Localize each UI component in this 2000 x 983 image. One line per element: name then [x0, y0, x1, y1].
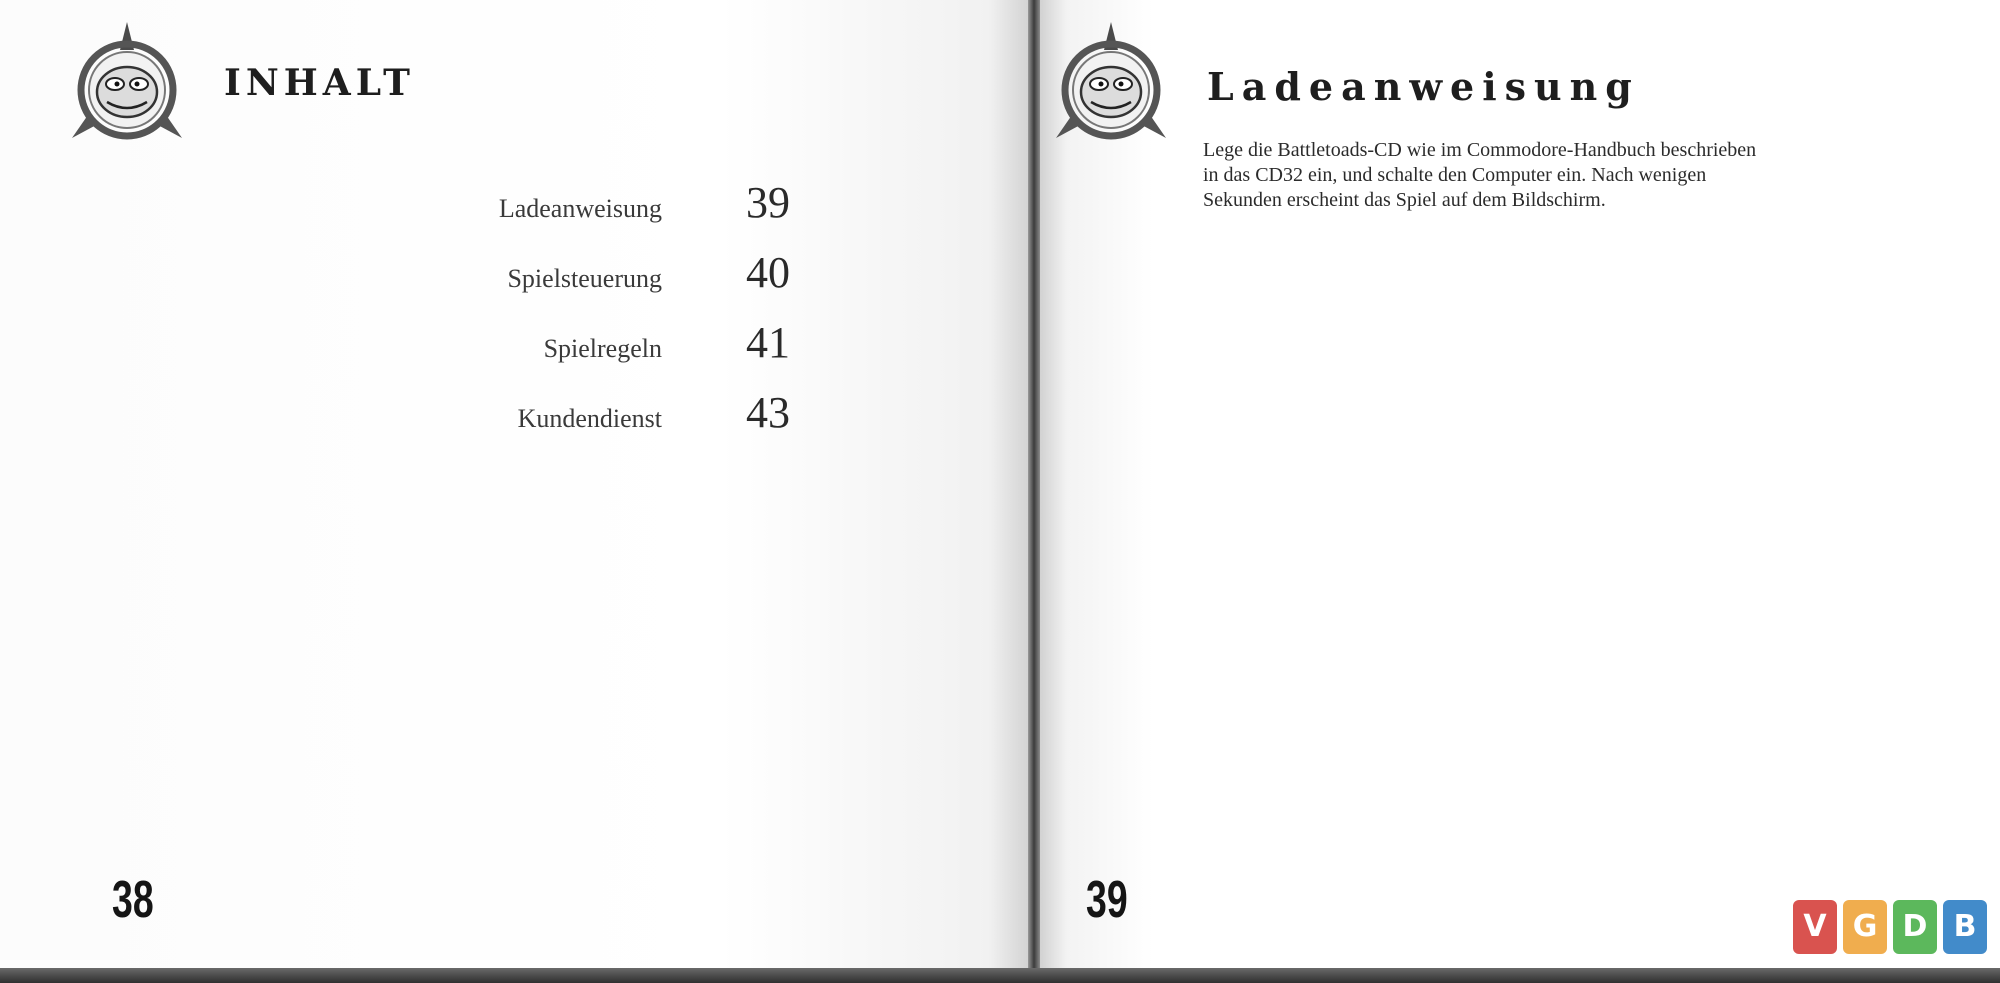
toc-entry [380, 380, 800, 440]
watermark-letter: D [1893, 900, 1937, 954]
toc-entry [380, 310, 800, 370]
page-number: 38 [112, 871, 154, 929]
toc-entry-label: Kundendienst [517, 404, 662, 433]
toc-entry-page: 39 [746, 178, 790, 227]
toad-head-emblem-icon [1046, 20, 1176, 150]
section-title: Ladeanweisung [1207, 64, 1640, 109]
body-line: Sekunden erscheint das Spiel auf dem Bildschirm. [1203, 189, 1606, 211]
section-body [1203, 138, 1963, 213]
page-bottom-edge [0, 968, 2000, 983]
watermark-letter: G [1843, 900, 1887, 954]
toc-entry-label: Spielregeln [543, 334, 662, 363]
book-gutter [1028, 0, 1040, 968]
watermark-letter: B [1943, 900, 1987, 954]
toc-entry [380, 240, 800, 300]
toc-entry [380, 170, 800, 230]
watermark-letter: V [1793, 900, 1837, 954]
toad-head-emblem-icon [62, 20, 192, 150]
body-line: Lege die Battletoads-CD wie im Commodore-Handbuch beschrieben [1203, 139, 1757, 161]
toc-entry-page: 43 [746, 388, 790, 437]
vgdb-watermark-logo [1793, 900, 1991, 958]
toc-entry-page: 40 [746, 248, 790, 297]
toc-entry-label: Ladeanweisung [498, 194, 662, 223]
toc-entry-page: 41 [746, 318, 790, 367]
page-title: INHALT [224, 62, 415, 104]
toc-entry-label: Spielsteuerung [507, 264, 662, 293]
page-number: 39 [1086, 871, 1128, 929]
body-line: in das CD32 ein, und schalte den Computer ein. Nach wenigen [1203, 164, 1707, 186]
